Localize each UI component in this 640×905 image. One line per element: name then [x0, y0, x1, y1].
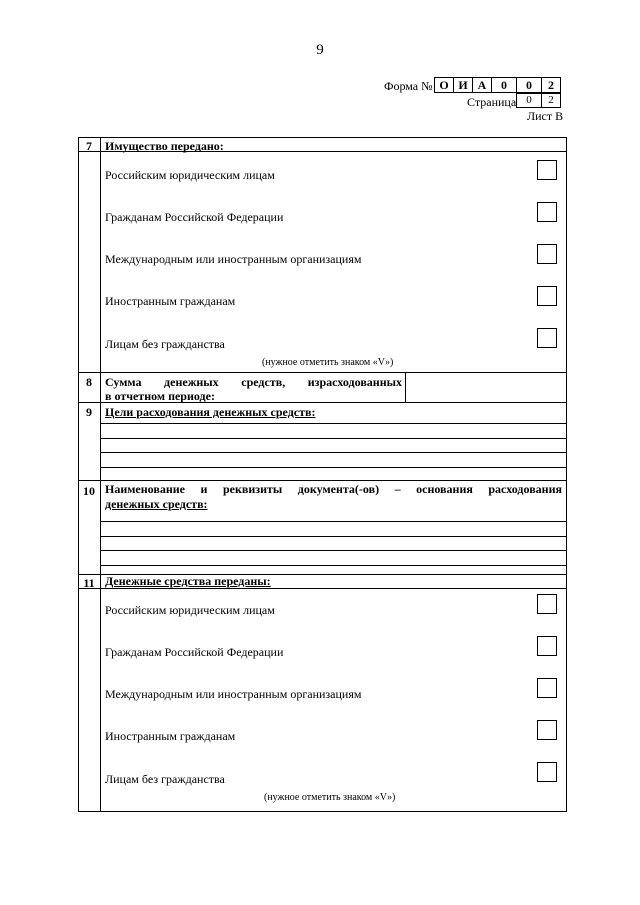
checkbox-foreign-citizens[interactable]: [537, 286, 557, 306]
section-title: Наименование и реквизиты документа(-ов) – основания расходования: [105, 482, 562, 496]
option-label: Иностранным гражданам: [105, 729, 236, 743]
amount-input[interactable]: [406, 373, 566, 402]
checkbox-russian-citizens[interactable]: [537, 636, 557, 656]
checkbox-russian-citizens[interactable]: [537, 202, 557, 222]
entry-line[interactable]: [101, 438, 567, 439]
entry-line[interactable]: [101, 536, 567, 537]
form-code-cell: О: [434, 77, 454, 93]
section-number: 10: [83, 484, 95, 498]
mark-instruction: (нужное отметить знаком «V»): [262, 357, 394, 368]
section-title: Цели расходования денежных средств:: [105, 405, 316, 419]
option-label: Гражданам Российской Федерации: [105, 645, 284, 659]
checkbox-russian-legal-entities[interactable]: [537, 594, 557, 614]
row-divider: [78, 402, 567, 403]
mark-instruction: (нужное отметить знаком «V»): [264, 792, 396, 803]
checkbox-stateless-persons[interactable]: [537, 762, 557, 782]
entry-line[interactable]: [101, 423, 567, 424]
page-number: 9: [316, 42, 324, 58]
section-title-continued: денежных средств:: [105, 497, 208, 511]
sheet-label: Лист В: [527, 109, 564, 123]
form-number-label: Форма №: [384, 79, 433, 93]
form-code-cell: 0: [491, 77, 517, 93]
option-label: Международным или иностранным организациям: [105, 687, 362, 701]
entry-line[interactable]: [101, 452, 567, 453]
section-title: Сумма денежных средств, израсходованных: [105, 375, 402, 389]
checkbox-stateless-persons[interactable]: [537, 328, 557, 348]
section-title-continued: в отчетном периоде:: [105, 389, 215, 403]
option-label: Лицам без гражданства: [105, 337, 225, 351]
page-label: Страница: [467, 95, 517, 109]
form-code-cell: 2: [541, 77, 561, 93]
section-number: 8: [86, 375, 92, 389]
form-code-cell: А: [472, 77, 492, 93]
checkbox-international-organizations[interactable]: [537, 678, 557, 698]
entry-line[interactable]: [101, 467, 567, 468]
section-title: Денежные средства переданы:: [105, 574, 271, 588]
option-label: Лицам без гражданства: [105, 772, 225, 786]
checkbox-foreign-citizens[interactable]: [537, 720, 557, 740]
entry-line[interactable]: [101, 565, 567, 566]
section-number: 9: [86, 405, 92, 419]
row-divider: [78, 588, 567, 589]
section-number: 11: [83, 576, 95, 590]
number-column-divider: [100, 137, 101, 812]
option-label: Российским юридическим лицам: [105, 168, 275, 182]
page-digit-cell: 0: [516, 93, 542, 108]
form-code-cell: 0: [516, 77, 542, 93]
option-label: Российским юридическим лицам: [105, 603, 275, 617]
row-divider: [78, 480, 567, 481]
option-label: Гражданам Российской Федерации: [105, 210, 284, 224]
section-number: 7: [86, 139, 92, 153]
option-label: Иностранным гражданам: [105, 294, 236, 308]
entry-line[interactable]: [101, 550, 567, 551]
entry-line[interactable]: [101, 521, 567, 522]
option-label: Международным или иностранным организациям: [105, 252, 362, 266]
checkbox-russian-legal-entities[interactable]: [537, 160, 557, 180]
page-digit-cell: 2: [541, 93, 561, 108]
checkbox-international-organizations[interactable]: [537, 244, 557, 264]
section-title: Имущество передано:: [105, 139, 224, 153]
form-code-cell: И: [453, 77, 473, 93]
form-frame: [78, 137, 567, 812]
